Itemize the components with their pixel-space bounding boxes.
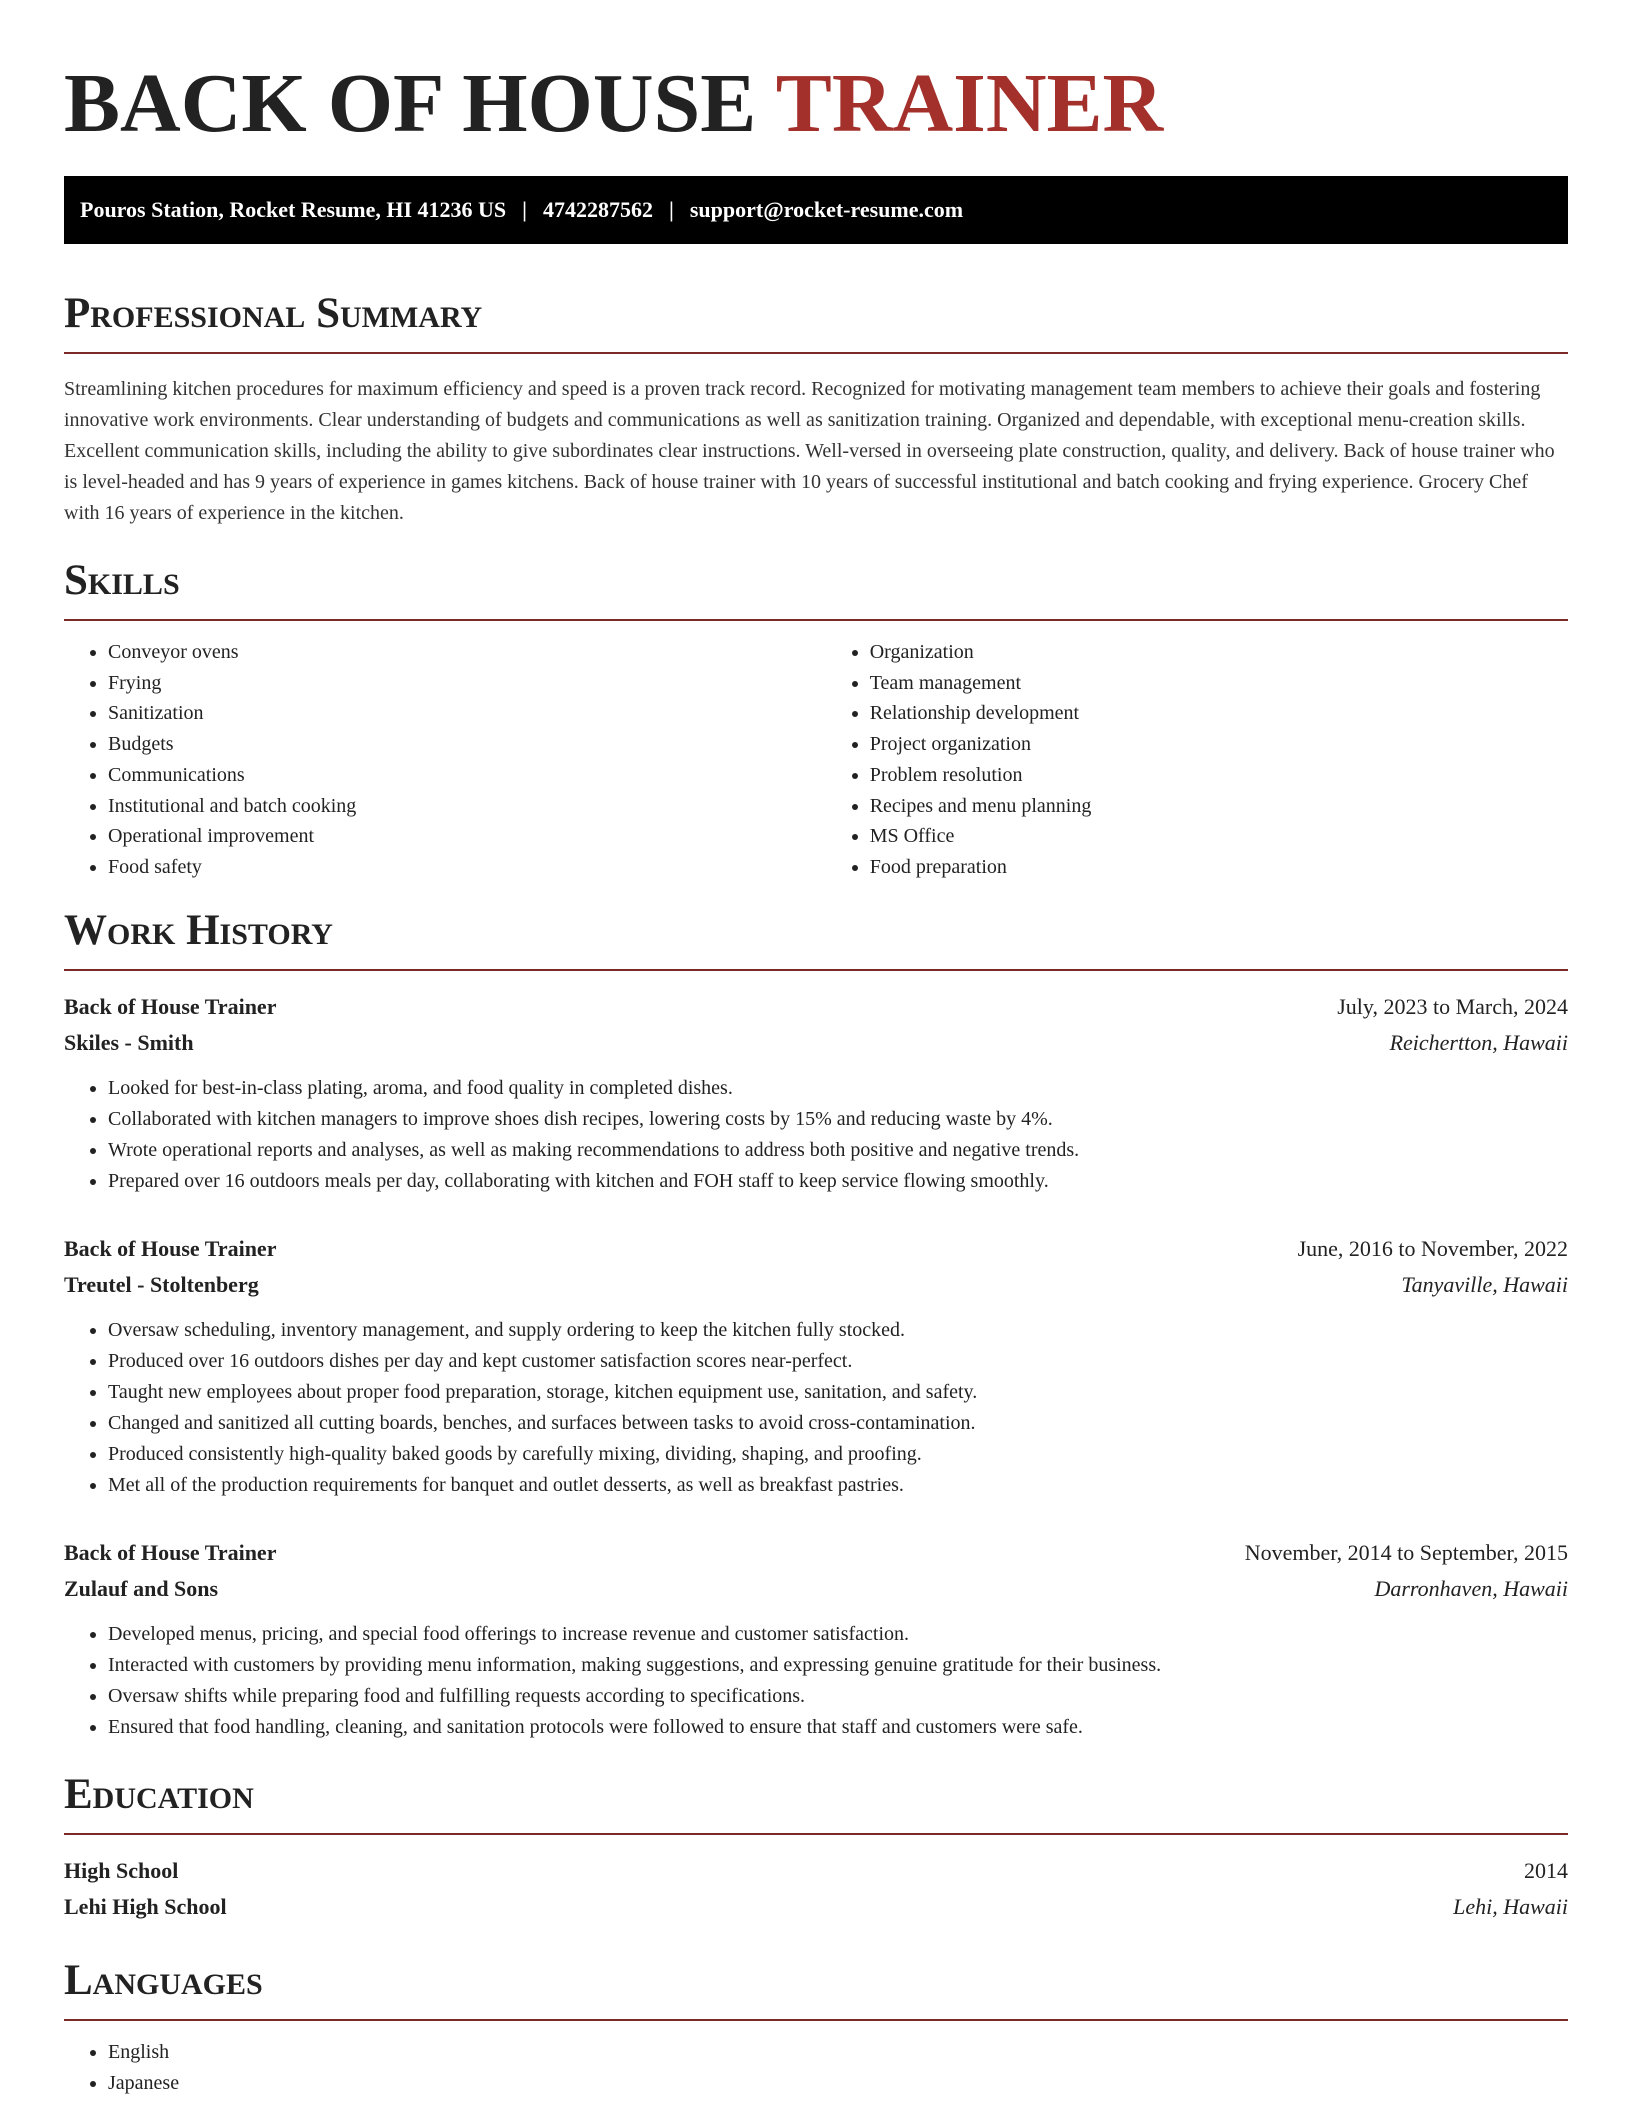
skill-item: • Project organization	[870, 729, 1568, 760]
skills-heading: Skills	[64, 555, 1568, 621]
job-bullet: • Oversaw shifts while preparing food and fulfilling requests according to specifications.	[108, 1681, 1568, 1712]
job-bullet: • Met all of the production requirements for banquet and outlet desserts, as well as breakfast pastries.	[108, 1470, 1568, 1501]
skill-item: • Organization	[870, 637, 1568, 668]
language-item: • Japanese	[108, 2068, 1568, 2099]
job-role: Back of House Trainer	[64, 1235, 277, 1261]
skill-item: • Budgets	[108, 729, 826, 760]
languages-heading: Languages	[64, 1955, 1568, 2021]
job-bullet: • Collaborated with kitchen managers to improve shoes dish recipes, lowering costs by 15% and reducing waste by 4%.	[108, 1104, 1568, 1135]
job-location: Tanyaville, Hawaii	[1401, 1271, 1568, 1297]
contact-bar	[64, 176, 1568, 244]
job-location: Reichertton, Hawaii	[1389, 1029, 1568, 1055]
education-heading: Education	[64, 1769, 1568, 1835]
contact-phone: 4742287562	[543, 197, 654, 222]
job-header-row	[64, 989, 1568, 1025]
job-bullet: • Produced over 16 outdoors dishes per day and kept customer satisfaction scores near-perfect.	[108, 1346, 1568, 1377]
title-main: BACK OF HOUSE	[64, 57, 757, 150]
skills-list-left	[64, 637, 826, 883]
job-bullets	[64, 1619, 1568, 1743]
job-entry	[64, 1535, 1568, 1743]
education-degree: High School	[64, 1857, 179, 1883]
job-header-row	[64, 1535, 1568, 1571]
contact-email: support@rocket-resume.com	[689, 197, 964, 222]
job-company: Zulauf and Sons	[64, 1575, 219, 1601]
job-company-row	[64, 1025, 1568, 1061]
skill-item: • Food safety	[108, 852, 826, 883]
skill-item: • Recipes and menu planning	[870, 791, 1568, 822]
job-bullet: • Developed menus, pricing, and special food offerings to increase revenue and customer satisfaction.	[108, 1619, 1568, 1650]
job-company-row	[64, 1571, 1568, 1607]
skill-item: • Institutional and batch cooking	[108, 791, 826, 822]
skill-item: • Sanitization	[108, 698, 826, 729]
skill-item: • Conveyor ovens	[108, 637, 826, 668]
job-company-row	[64, 1267, 1568, 1303]
work-history-heading: Work History	[64, 905, 1568, 971]
job-dates: November, 2014 to September, 2015	[1244, 1539, 1568, 1565]
skill-item: • Operational improvement	[108, 821, 826, 852]
summary-heading: Professional Summary	[64, 288, 1568, 354]
job-entry	[64, 1231, 1568, 1501]
job-bullet: • Ensured that food handling, cleaning, and sanitation protocols were followed to ensure that staff and customers were safe.	[108, 1712, 1568, 1743]
job-bullet: • Changed and sanitized all cutting boards, benches, and surfaces between tasks to avoid cross-contamination.	[108, 1408, 1568, 1439]
title-accent: TRAINER	[775, 57, 1164, 150]
job-company: Skiles - Smith	[64, 1029, 194, 1055]
education-school: Lehi High School	[64, 1893, 227, 1919]
skill-item: • Relationship development	[870, 698, 1568, 729]
skill-item: • Food preparation	[870, 852, 1568, 883]
job-role: Back of House Trainer	[64, 993, 277, 1019]
job-bullet: • Prepared over 16 outdoors meals per day, collaborating with kitchen and FOH staff to keep service flowing smoothly.	[108, 1166, 1568, 1197]
education-header-row	[64, 1853, 1568, 1889]
summary-text: Streamlining kitchen procedures for maximum efficiency and speed is a proven track record. Recognized for motivating management team members to achieve their goals and fostering innovative work environments. Clear understanding of budgets and communications as well as sanitization training. Organized and dependable, with exceptional menu-creation skills. Excellent communication skills, including the ability to give subordinates clear instructions. Well-versed in overseeing plate construction, quality, and delivery. Back of house trainer who is level-headed and has 9 years of experience in games kitchens. Back of house trainer with 10 years of successful institutional and batch cooking and frying experience. Grocery Chef with 16 years of experience in the kitchen.	[64, 378, 1555, 524]
job-bullets	[64, 1315, 1568, 1501]
resume-title	[64, 0, 1568, 152]
skill-item: • Communications	[108, 760, 826, 791]
skill-item: • Problem resolution	[870, 760, 1568, 791]
job-header-row	[64, 1231, 1568, 1267]
education-entry	[64, 1853, 1568, 1925]
skill-item: • MS Office	[870, 821, 1568, 852]
contact-separator: |	[522, 197, 528, 222]
job-bullet: • Looked for best-in-class plating, aroma, and food quality in completed dishes.	[108, 1073, 1568, 1104]
job-role: Back of House Trainer	[64, 1539, 277, 1565]
job-location: Darronhaven, Hawaii	[1374, 1575, 1568, 1601]
skills-columns	[64, 637, 1568, 883]
job-bullet: • Interacted with customers by providing menu information, making suggestions, and expressing genuine gratitude for their business.	[108, 1650, 1568, 1681]
skills-list-right	[826, 637, 1568, 883]
job-dates: July, 2023 to March, 2024	[1337, 993, 1568, 1019]
job-bullets	[64, 1073, 1568, 1197]
job-company: Treutel - Stoltenberg	[64, 1271, 259, 1297]
job-bullet: • Oversaw scheduling, inventory management, and supply ordering to keep the kitchen fully stocked.	[108, 1315, 1568, 1346]
education-school-row	[64, 1889, 1568, 1925]
resume-page	[64, 0, 1568, 2099]
contact-address: Pouros Station, Rocket Resume, HI 41236 US	[80, 197, 507, 222]
education-year: 2014	[1524, 1857, 1568, 1883]
contact-separator: |	[669, 197, 674, 222]
education-location: Lehi, Hawaii	[1453, 1893, 1568, 1919]
languages-list	[64, 2037, 1568, 2099]
language-item: • English	[108, 2037, 1568, 2068]
job-dates: June, 2016 to November, 2022	[1297, 1235, 1568, 1261]
skill-item: • Team management	[870, 668, 1568, 699]
job-entry	[64, 989, 1568, 1197]
job-bullet: • Taught new employees about proper food preparation, storage, kitchen equipment use, sanitation, and safety.	[108, 1377, 1568, 1408]
job-bullet: • Wrote operational reports and analyses, as well as making recommendations to address both positive and negative trends.	[108, 1135, 1568, 1166]
skill-item: • Frying	[108, 668, 826, 699]
job-bullet: • Produced consistently high-quality baked goods by carefully mixing, dividing, shaping, and proofing.	[108, 1439, 1568, 1470]
